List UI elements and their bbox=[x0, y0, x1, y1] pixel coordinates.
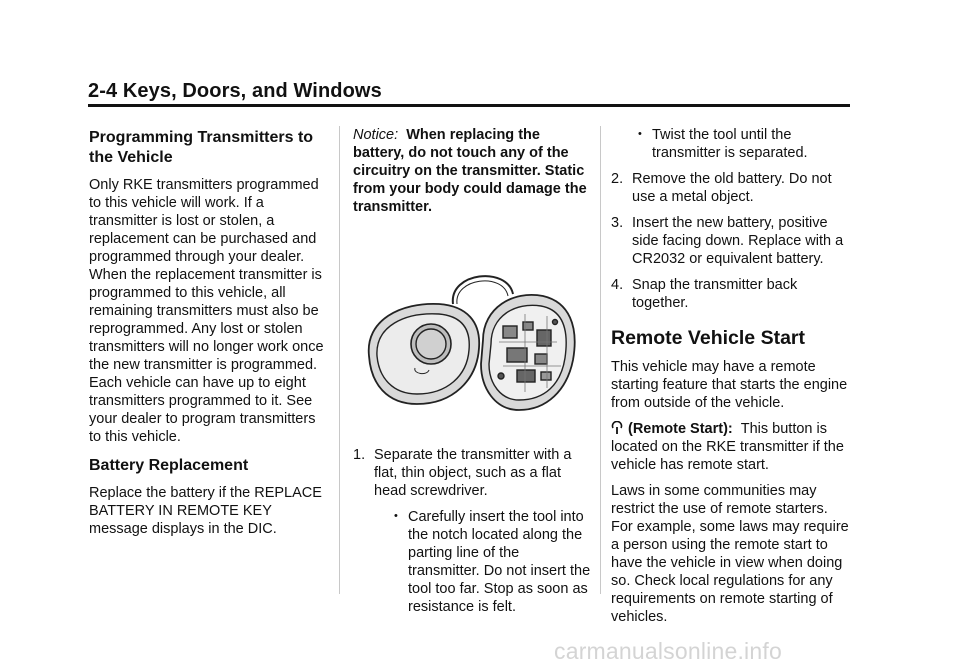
bullet-glyph: • bbox=[638, 128, 642, 140]
remote-start-label: (Remote Start): bbox=[628, 421, 733, 437]
notice-paragraph bbox=[353, 126, 593, 216]
battery-replacement-paragraph: Replace the battery if the REPLACE BATTERY IN REMOTE KEY message displays in the DIC. bbox=[89, 485, 322, 537]
step-3-number: 3. bbox=[611, 215, 624, 231]
remote-start-button-description bbox=[611, 420, 853, 474]
heading-programming-transmitters: Programming Transmitters to the Vehicle bbox=[89, 129, 314, 166]
left-column bbox=[89, 126, 329, 546]
step-4-number: 4. bbox=[611, 277, 624, 293]
bullet-twist-tool-text: Twist the tool until the transmitter is separated. bbox=[652, 127, 808, 161]
step-4-text: Snap the transmitter back together. bbox=[632, 277, 798, 311]
right-column bbox=[611, 126, 853, 634]
step-1-number: 1. bbox=[353, 447, 366, 463]
bullet-insert-tool-text: Carefully insert the tool into the notch located along the parting line of the transmitter. Do not insert the tool too far. Stop as soon as resistance is felt. bbox=[408, 509, 591, 615]
watermark-text: carmanualsonline.info bbox=[554, 638, 782, 664]
programming-paragraph: Only RKE transmitters programmed to this vehicle will work. If a transmitter is lost or stolen, a replacement can be purchased and programmed through your dealer. When the replacement transmitter is programmed to this vehicle, all remaining transmitters must also be reprogrammed. Any lost or stolen transmitters will no longer work once the new transmitter is programmed. Each vehicle can have up to eight transmitters programmed to it. See your dealer to program transmitters to this vehicle. bbox=[89, 177, 324, 445]
transmitter-illustration bbox=[357, 264, 581, 416]
header-rule bbox=[88, 104, 850, 107]
column-divider-left bbox=[339, 126, 340, 594]
remote-start-text: This button is located on the RKE transmitter if the vehicle has remote start. bbox=[611, 421, 844, 473]
bullet-twist-tool bbox=[618, 126, 853, 162]
column-divider-right bbox=[600, 126, 601, 594]
remote-start-icon bbox=[611, 421, 623, 435]
step-2 bbox=[611, 170, 853, 206]
bullet-glyph: • bbox=[394, 510, 398, 522]
middle-column bbox=[353, 126, 593, 624]
step-3 bbox=[611, 214, 853, 268]
step-3-text: Insert the new battery, positive side facing down. Replace with a CR2032 or equivalent battery. bbox=[632, 215, 844, 267]
remote-start-intro: This vehicle may have a remote starting feature that starts the engine from outside of the vehicle. bbox=[611, 359, 848, 411]
notice-label: Notice: bbox=[353, 127, 399, 143]
step-2-number: 2. bbox=[611, 171, 624, 187]
heading-remote-vehicle-start: Remote Vehicle Start bbox=[611, 327, 805, 349]
notice-text: When replacing the battery, do not touch any of the circuitry on the transmitter. Static from your body could damage the transmitter. bbox=[353, 127, 587, 215]
heading-battery-replacement: Battery Replacement bbox=[89, 457, 249, 474]
step-4 bbox=[611, 276, 853, 312]
remote-start-laws-paragraph: Laws in some communities may restrict the use of remote starters. For example, some laws may require a person using the remote start to have the vehicle in view when doing so. Check local regulations for any requirements on remote starting of vehicles. bbox=[611, 483, 849, 625]
bullet-insert-tool bbox=[374, 508, 593, 616]
step-1-text: Separate the transmitter with a flat, thin object, such as a flat head screwdriver. bbox=[374, 447, 572, 499]
page-header-title: 2-4 Keys, Doors, and Windows bbox=[88, 80, 382, 102]
step-2-text: Remove the old battery. Do not use a metal object. bbox=[632, 171, 832, 205]
step-1 bbox=[353, 446, 593, 500]
